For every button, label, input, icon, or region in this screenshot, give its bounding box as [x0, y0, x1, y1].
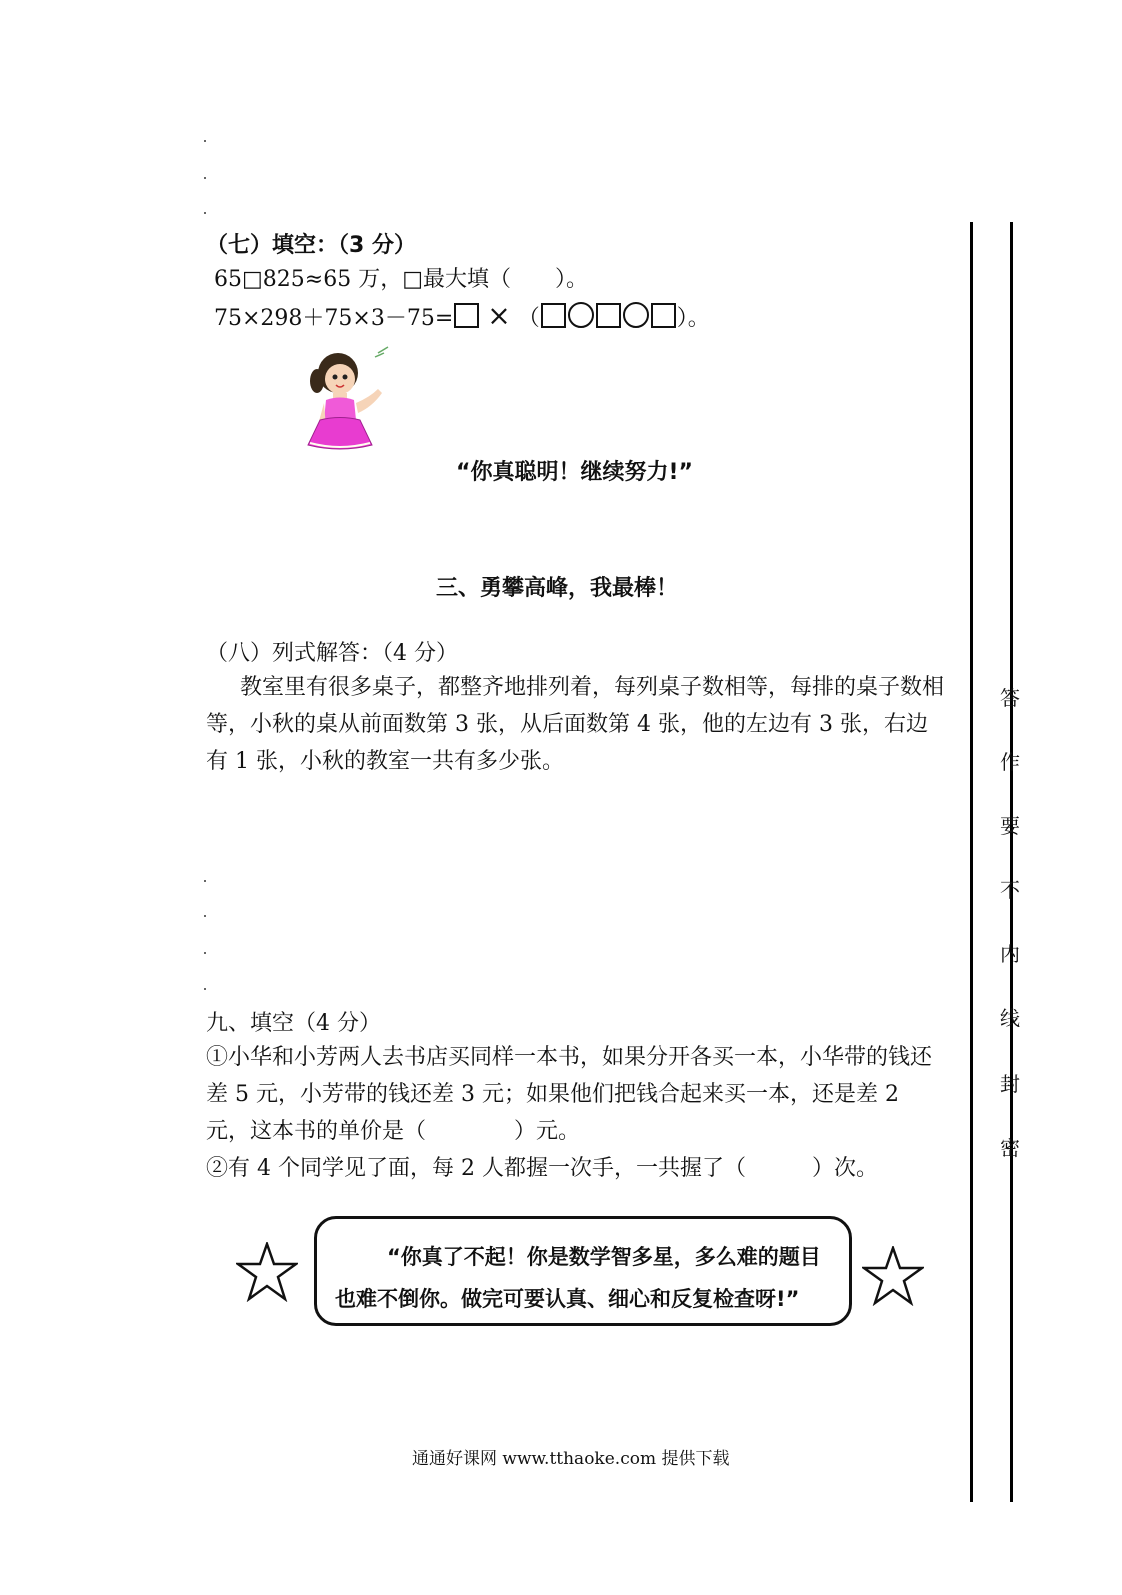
seal-char: 要: [1000, 814, 1020, 838]
star-icon: [862, 1246, 924, 1306]
answer-box: [541, 303, 566, 328]
section9-heading: 九、填空（4 分）: [206, 1011, 381, 1036]
section7-question1: 65□825≈65 万，□最大填（ ）。: [214, 267, 588, 292]
section7-question2: [214, 300, 710, 335]
seal-char: 内: [1000, 942, 1020, 966]
binding-line-right: [1010, 222, 1013, 1502]
footer-credit: 通通好课网 www.tthaoke.com 提供下载: [412, 1449, 730, 1469]
section9-question1: ①小华和小芳两人去书店买同样一本书，如果分开各买一本，小华带的钱还差 5 元，小芳带的钱还差 3 元；如果他们把钱合起来买一本，还是差 2 元，这本书的单价是（ ）元。: [206, 1045, 933, 1144]
praise-banner-1: “你真聪明！继续努力!”: [456, 460, 693, 485]
seal-char: 封: [1000, 1072, 1020, 1096]
section9-question2: ②有 4 个同学见了面，每 2 人都握一次手，一共握了（ ）次。: [206, 1156, 878, 1181]
star-icon: [236, 1242, 298, 1302]
seal-char: 答: [1000, 686, 1020, 710]
seal-char: 线: [1000, 1006, 1020, 1030]
margin-dot: [204, 212, 206, 214]
section8-heading: （八）列式解答：（4 分）: [206, 641, 458, 666]
margin-dot: [204, 915, 206, 917]
praise-line-2: 也难不倒你。做完可要认真、细心和反复检查呀!”: [335, 1287, 800, 1311]
operator-circle: [623, 302, 649, 328]
section7-heading: （七）填空：（3 分）: [206, 233, 416, 258]
girl-illustration: [300, 345, 400, 455]
answer-box: [596, 303, 621, 328]
margin-dot: [204, 988, 206, 990]
answer-box: [651, 303, 676, 328]
praise-line-1: “你真了不起！你是数学智多星，多么难的题目: [387, 1245, 821, 1269]
operator-circle: [568, 302, 594, 328]
section3-title: 三、勇攀高峰，我最棒！: [436, 576, 679, 601]
margin-dot: [204, 880, 206, 882]
open-paren: （: [517, 306, 540, 331]
binding-line-left: [970, 222, 973, 1502]
margin-dot: [204, 177, 206, 179]
answer-box: [454, 303, 479, 328]
seal-char: 作: [1000, 750, 1020, 774]
margin-dot: [204, 140, 206, 142]
margin-dot: [204, 952, 206, 954]
section8-body: 教室里有很多桌子，都整齐地排列着，每列桌子数相等，每排的桌子数相等，小秋的桌从前面数第 3 张，从后面数第 4 张，他的左边有 3 张，右边有 1 张，小秋的教室一共有多少张。: [206, 675, 945, 774]
times-sign: ×: [487, 299, 511, 332]
close-paren: ）。: [676, 306, 710, 331]
seal-char: 密: [1000, 1136, 1020, 1160]
seal-char: 不: [1000, 878, 1020, 902]
praise-banner-2: [314, 1216, 852, 1326]
section7-expression: 75×298＋75×3－75=: [214, 306, 454, 331]
